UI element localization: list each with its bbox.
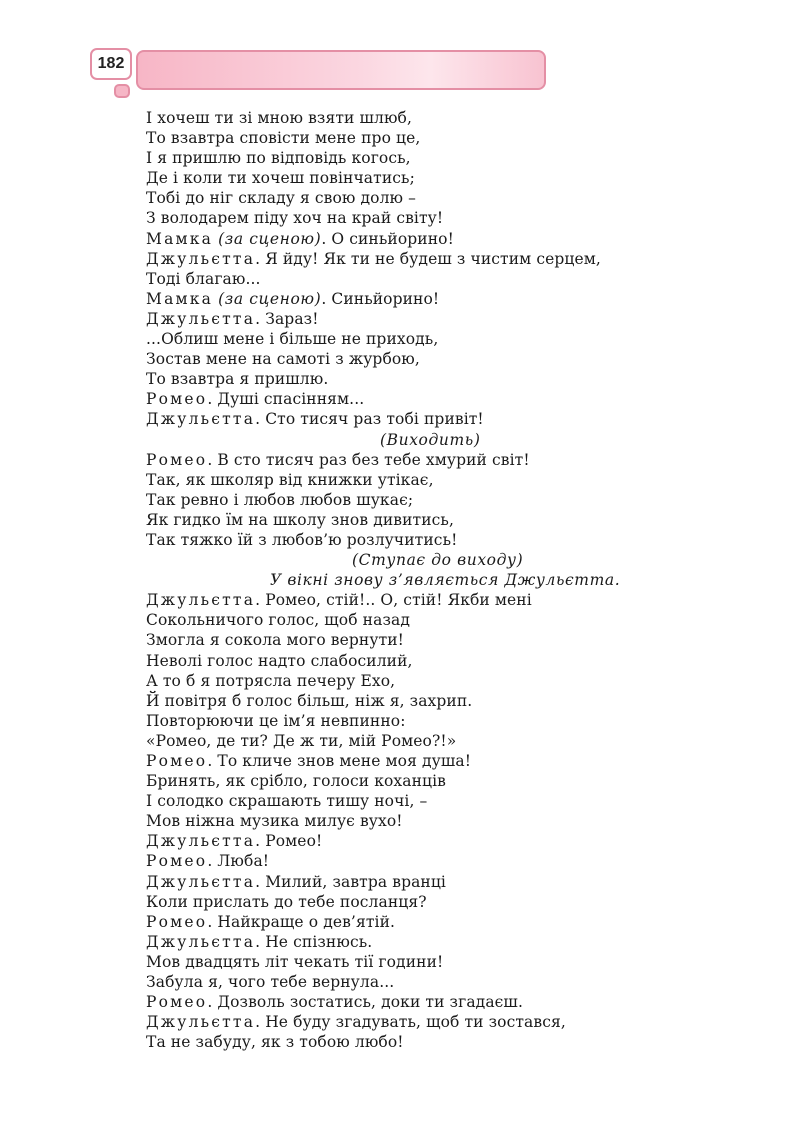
header-banner xyxy=(136,50,546,90)
stage-note: (за сценою) xyxy=(218,229,322,248)
speaker-name: Ромео xyxy=(146,912,208,931)
line-text: Так ревно і любов любов шукає; xyxy=(146,490,414,509)
line-text: То взавтра сповісти мене про це, xyxy=(146,129,421,148)
line-text: Так тяжко їй з любов’ю розлучитись! xyxy=(146,530,458,549)
speaker-name: Ромео xyxy=(146,752,208,770)
line-text: . Ромео! xyxy=(255,832,323,851)
speaker-line xyxy=(146,309,766,329)
speaker-line xyxy=(146,1012,766,1032)
line-text: . Ромео, стій!.. О, стій! Якби мені xyxy=(255,591,532,610)
verse-line xyxy=(146,349,766,369)
speaker-name: Ромео xyxy=(146,450,208,469)
line-text: . Я йду! Як ти не будеш з чистим серцем, xyxy=(255,249,601,268)
verse-line xyxy=(146,1032,766,1052)
speaker-name: Джульєтта xyxy=(146,832,256,851)
line-text: Неволі голос надто слабосилий, xyxy=(146,651,413,670)
speaker-line xyxy=(146,851,766,871)
play-text xyxy=(146,108,766,1052)
verse-line xyxy=(146,510,766,530)
line-text: . В сто тисяч раз без тебе хмурий світ! xyxy=(207,450,530,469)
line-text: . Люба! xyxy=(207,852,270,871)
line-text: Як гидко їм на школу знов дивитись, xyxy=(146,510,454,529)
speaker-line xyxy=(146,872,766,892)
verse-line xyxy=(146,771,766,791)
verse-line xyxy=(146,188,766,208)
verse-line xyxy=(146,711,766,731)
speaker-line xyxy=(146,450,766,470)
stage-note: (за сценою) xyxy=(218,289,322,308)
line-text: . Найкраще о дев’ятій. xyxy=(207,912,396,931)
speaker-line xyxy=(146,912,766,932)
line-text: . Синьйорино! xyxy=(321,289,440,308)
verse-line xyxy=(146,892,766,912)
page-number-tab-decoration xyxy=(114,84,130,98)
line-text: То взавтра я пришлю. xyxy=(146,370,329,389)
line-text: . Зараз! xyxy=(255,309,319,328)
line-text: . Милий, завтра вранці xyxy=(255,872,446,891)
verse-line xyxy=(146,630,766,650)
line-text: Повторюючи це ім’я невпинно: xyxy=(146,711,406,730)
speaker-line xyxy=(146,249,766,269)
line-text: . Душі спасінням... xyxy=(207,390,365,409)
speaker-name: Джульєтта xyxy=(146,872,256,891)
line-text: Тобі до ніг складу я свою долю – xyxy=(146,189,417,208)
speaker-name: Джульєтта xyxy=(146,249,256,268)
speaker-name: Джульєтта xyxy=(146,1013,256,1032)
line-text: А то б я потрясла печеру Ехо, xyxy=(146,671,396,690)
line-text: Бринять, як срібло, голоси коханців xyxy=(146,772,446,791)
verse-line xyxy=(146,148,766,168)
verse-line xyxy=(146,168,766,188)
line-text: І солодко скрашають тишу ночі, – xyxy=(146,792,428,811)
line-text: Та не забуду, як з тобою любо! xyxy=(146,1033,404,1052)
stage-direction: (Ступає до виходу) xyxy=(352,551,524,570)
speaker-name: Ромео xyxy=(146,993,208,1012)
verse-line xyxy=(146,651,766,671)
line-text: Мов двадцять літ чекать тії години! xyxy=(146,952,444,971)
line-text: Змогла я сокола мого вернути! xyxy=(146,631,405,650)
speaker-line xyxy=(146,389,766,409)
speaker-line xyxy=(146,831,766,851)
line-text: . О синьйорино! xyxy=(321,229,454,248)
speaker-name: Джульєтта xyxy=(146,932,256,951)
verse-line xyxy=(146,108,766,128)
verse-line xyxy=(146,691,766,711)
stage-direction: У вікні знову з’являється Джульєтта. xyxy=(270,571,621,590)
verse-line xyxy=(146,972,766,992)
line-text: . Сто тисяч раз тобі привіт! xyxy=(255,410,484,429)
line-text: Де і коли ти хочеш повінчатись; xyxy=(146,169,415,188)
speaker-line xyxy=(146,229,766,249)
line-text: Сокольничого голос, щоб назад xyxy=(146,611,410,630)
line-text: З володарем піду хоч на край світу! xyxy=(146,209,444,228)
line-text: . Не спізнюсь. xyxy=(255,932,373,951)
page-number: 182 xyxy=(97,55,125,72)
verse-line xyxy=(146,811,766,831)
line-text: Забула я, чого тебе вернула... xyxy=(146,973,395,992)
speaker-line xyxy=(146,409,766,429)
speaker-line xyxy=(146,932,766,952)
verse-line xyxy=(146,610,766,630)
line-text: І хочеш ти зі мною взяти шлюб, xyxy=(146,109,412,127)
speaker-name: Мамка xyxy=(146,289,214,308)
speaker-line xyxy=(146,590,766,610)
speaker-line xyxy=(146,751,766,771)
line-text: Мов ніжна музика милує вухо! xyxy=(146,812,403,831)
line-text: ...Облиш мене і більше не приходь, xyxy=(146,330,439,349)
speaker-name: Джульєтта xyxy=(146,309,256,328)
line-text: . Не буду згадувать, щоб ти зостався, xyxy=(255,1013,566,1032)
verse-line xyxy=(146,490,766,510)
speaker-name: Мамка xyxy=(146,229,214,248)
verse-line xyxy=(146,530,766,550)
line-text: Тоді благаю... xyxy=(146,269,261,288)
verse-line xyxy=(146,731,766,751)
verse-line xyxy=(146,128,766,148)
verse-line xyxy=(146,671,766,691)
speaker-name: Ромео xyxy=(146,852,208,871)
line-text: І я пришлю по відповідь когось, xyxy=(146,149,411,168)
speaker-name: Джульєтта xyxy=(146,591,256,610)
verse-line xyxy=(146,329,766,349)
verse-line xyxy=(146,269,766,289)
line-text: Так, як школяр від книжки утікає, xyxy=(146,470,434,489)
page-number-badge xyxy=(90,48,132,80)
speaker-line xyxy=(146,992,766,1012)
line-text: Зостав мене на самоті з журбою, xyxy=(146,350,420,369)
speaker-line xyxy=(146,289,766,309)
verse-line xyxy=(146,369,766,389)
line-text: . Дозволь зостатись, доки ти згадаєш. xyxy=(207,993,523,1012)
speaker-name: Ромео xyxy=(146,390,208,409)
verse-line xyxy=(146,208,766,228)
line-text: Й повітря б голос більш, ніж я, захрип. xyxy=(146,691,473,710)
speaker-name: Джульєтта xyxy=(146,410,256,429)
line-text: «Ромео, де ти? Де ж ти, мій Ромео?!» xyxy=(146,731,457,750)
line-text: . То кличе знов мене моя душа! xyxy=(207,752,472,770)
stage-direction: (Виходить) xyxy=(380,430,481,449)
line-text: Коли прислать до тебе посланця? xyxy=(146,892,427,911)
verse-line xyxy=(146,791,766,811)
verse-line xyxy=(146,470,766,490)
verse-line xyxy=(146,952,766,972)
